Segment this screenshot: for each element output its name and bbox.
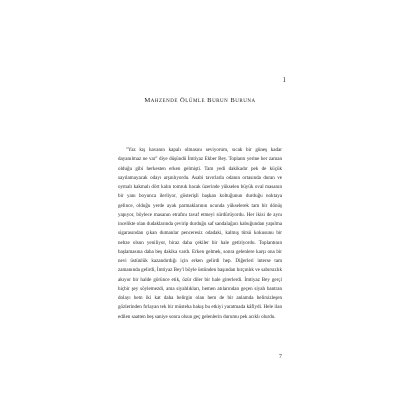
body-text bbox=[118, 146, 282, 322]
chapter-number: 1 bbox=[282, 76, 286, 84]
chapter-title: Mahzende Ölümle Burun Buruna bbox=[144, 97, 256, 104]
page-number: 7 bbox=[279, 354, 282, 360]
paragraph: "Yaz kış havanın kapalı olmasını seviyorum, sıcak bir güneş kadar dayanılmaz ne var" diye düşündü İmtiyaz Ekber Bey. Toplantı yerine her zaman olduğu gibi herkesten erken gelmişti. Tam yedi dakikadır pek de küçük sayılamayacak odayı arşınlıyordu. Asabi tavırlarla odanın ortasında duran ve oymalı kakmalı dört kalın tomruk bacak üzerinde yükselen büyük oval masanın bir yanı boyunca ilerliyor, gösterişli başkan koltuğunun durduğu noktaya gelince, olduğu yerde ayak parmaklarının ucunda yükselerek tam bir dönüş yapıyor, böylece masanın etrafını tavaf etmeyi sürdürüyordu. Her ikisi de aynı inceliktе olan dudaklarında çevirip durduğu saf sandalağacı kabuğundan yapılma sigarasından çıkan dumanlar penceresiz odadaki, kalmış tütsü kokusunu bir nebze olsun yeniliyor, biraz daha çekiler bir hale getiriyordu. Toplantının başlamasına daha beş dakika vardı. Erken gelmek, sonra gelenlere karşı ona bir nevi üstünlük kazandırdığı için erken gelirdi hep. Diğerleri interse tam zamanında gelirdi, İmtiyaz Bey'i böyle üstünden başından hırçınlık ve sabırsızlık akıyor bir halde görünce etik, özür diler bir hale girerlerdi. İmtiyaz Bey gerçi hiçbir şey söylemezdi, ama siyahlıkları, hemen atılarından geçen siyah bantran dolayı hem iki kat daha belirgin olan hem de bir anlamda belirsizleşen gözlerinden fırlayan tek bir müsteha bakış bu etkiyi yaratmada kâfiydi. Hele ilan edilen saatten beş saniye sonra olsun geç gelenlerin durumu pek acıklı olurdu. bbox=[118, 147, 282, 320]
